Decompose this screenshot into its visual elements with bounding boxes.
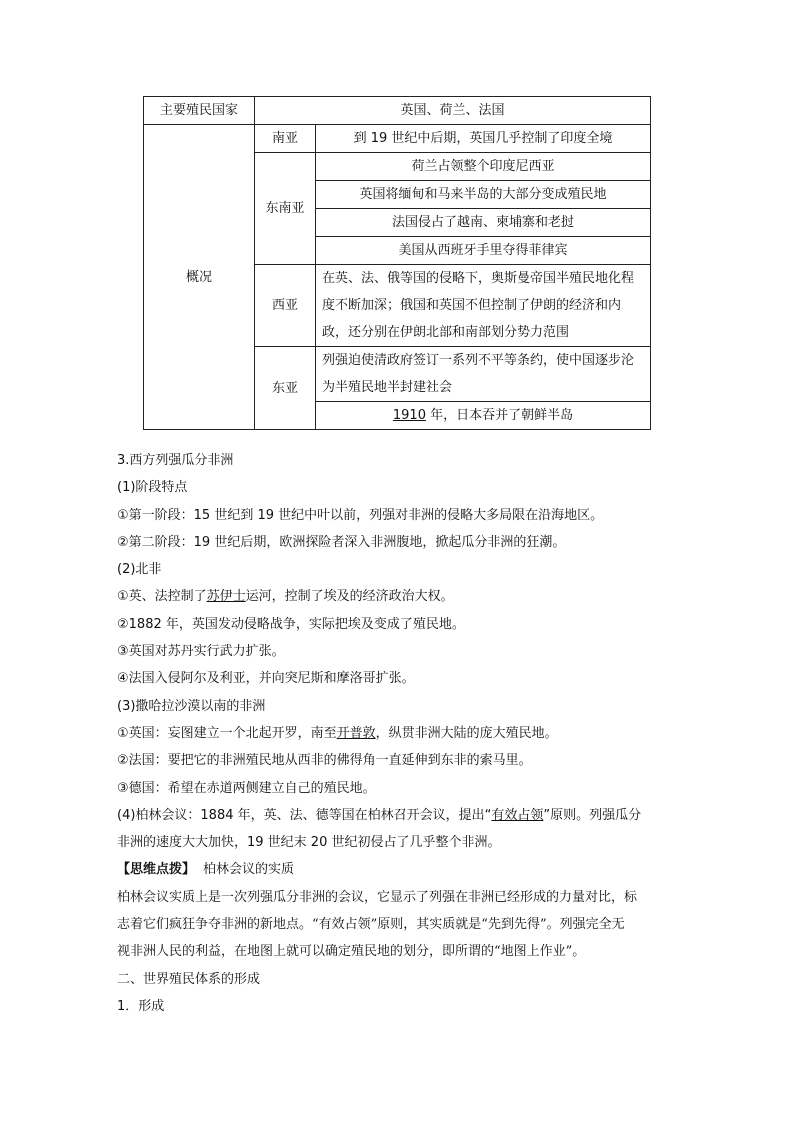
thinking-line: 柏林会议实质上是一次列强瓜分非洲的会议，它显示了列强在非洲已经形成的力量对比，标: [117, 889, 638, 905]
table-row: [144, 97, 651, 125]
text-span: ，纵贯非洲大陆的庞大殖民地。: [375, 725, 558, 741]
subsection-title: (2)北非: [117, 562, 162, 578]
year-1910: 1910: [392, 408, 426, 423]
region-cell: 东南亚: [255, 153, 316, 265]
thinking-heading: [117, 856, 682, 883]
effective-occupation-underlined: 有效占领: [491, 807, 544, 823]
region-item-cell: 到 19 世纪中后期，英国几乎控制了印度全境: [316, 125, 651, 153]
table-row: [144, 125, 651, 153]
region-cell: 南亚: [255, 125, 316, 153]
list-item: ③德国：希望在赤道两侧建立自己的殖民地。: [117, 780, 376, 796]
region-cell: 西亚: [255, 265, 316, 347]
region-cell: 东亚: [255, 347, 316, 430]
section-title: 3.西方列强瓜分非洲: [117, 453, 234, 468]
region-item-cell: 在英、法、俄等国的侵略下，奥斯曼帝国半殖民地化程度不断加深；俄国和英国不但控制了伊朗的经济和内政，还分别在伊朗北部和南部划分势力范围: [316, 265, 651, 347]
section-two-title: 二、世界殖民体系的形成: [117, 971, 261, 987]
list-item: ③英国对苏丹实行武力扩张。: [117, 644, 285, 660]
suez-underlined: 苏伊士: [206, 589, 246, 605]
capetown-underlined: 开普敦: [336, 725, 376, 741]
thinking-line: 志着它们疯狂争夺非洲的新地点。“有效占领”原则，其实质就是“先到先得”。列强完全无: [117, 917, 625, 933]
subsection-title: 1．形成: [117, 998, 165, 1014]
region-item-cell: 英国将缅甸和马来半岛的大部分变成殖民地: [316, 181, 651, 209]
list-item: ④法国入侵阿尔及利亚，并向突尼斯和摩洛哥扩张。: [117, 671, 415, 687]
list-item: ①第一阶段：15 世纪到 19 世纪中叶以前，列强对非洲的侵略大多局限在沿海地区。: [117, 507, 604, 523]
list-item: ②法国：要把它的非洲殖民地从西非的佛得角一直延伸到东非的索马里。: [117, 753, 532, 769]
list-item: ②第二阶段：19 世纪后期，欧洲探险者深入非洲腹地，掀起瓜分非洲的狂潮。: [117, 534, 566, 550]
region-item-cell: 列强迫使清政府签订一系列不平等条约，使中国逐步沦为半殖民地半封建社会: [316, 347, 651, 402]
region-item-cell: 美国从西班牙手里夺得菲律宾: [316, 237, 651, 265]
list-item: ②1882 年，英国发动侵略战争，实际把埃及变成了殖民地。: [117, 616, 465, 632]
header-value-cell: 英国、荷兰、法国: [255, 97, 651, 125]
list-item: [117, 583, 682, 610]
header-label-cell: 主要殖民国家: [144, 97, 255, 125]
colonial-overview-table: [143, 96, 651, 430]
annexation-text: 年，日本吞并了朝鲜半岛: [425, 408, 574, 423]
thinking-title: 柏林会议的实质: [203, 862, 295, 878]
text-span: ①英国：妄图建立一个北起开罗，南至: [117, 725, 337, 741]
region-item-cell: [316, 402, 651, 430]
list-item-continuation: 非洲的速度大大加快，19 世纪末 20 世纪初侵占了几乎整个非洲。: [117, 835, 501, 851]
region-item-cell: 荷兰占领整个印度尼西亚: [316, 153, 651, 181]
text-span: ”原则。列强瓜分: [543, 807, 642, 823]
text-span: 运河，控制了埃及的经济政治大权。: [245, 589, 454, 605]
list-item: [117, 720, 682, 747]
thinking-label: 【思维点拨】: [117, 862, 196, 878]
list-item: [117, 802, 682, 829]
text-span: ①英、法控制了: [117, 589, 207, 605]
body-text: [117, 447, 682, 1020]
overview-label-cell: 概况: [144, 125, 255, 430]
text-span: (4)柏林会议：1884 年，英、法、德等国在柏林召开会议，提出“: [117, 807, 492, 823]
subsection-title: (1)阶段特点: [117, 480, 188, 496]
region-item-cell: 法国侵占了越南、柬埔寨和老挝: [316, 209, 651, 237]
subsection-title: (3)撒哈拉沙漠以南的非洲: [117, 698, 266, 714]
thinking-line: 视非洲人民的利益，在地图上就可以确定殖民地的划分，即所谓的“地图上作业”。: [117, 944, 586, 960]
